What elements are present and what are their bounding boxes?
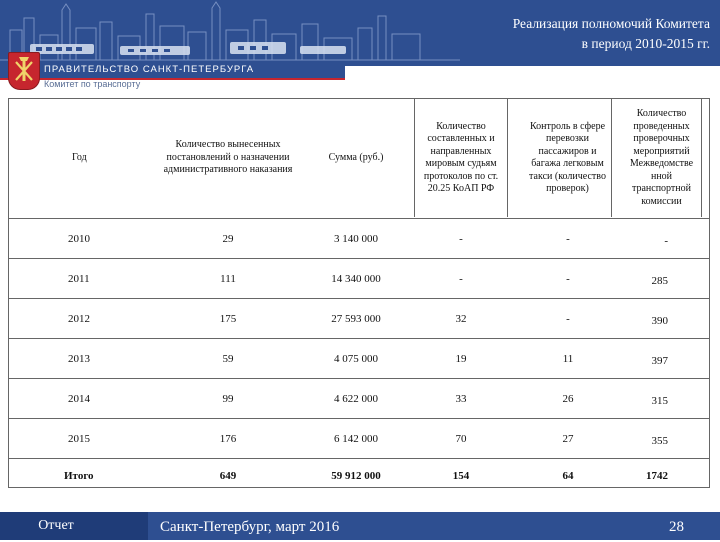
cell-year: 2015 <box>8 419 150 459</box>
cell-amount: 6 142 000 <box>306 419 406 459</box>
header-amount-text: Сумма (руб.) <box>328 151 384 163</box>
slide-title <box>380 14 710 54</box>
table-header-row <box>8 98 710 219</box>
slide-title-line2: в период 2010-2015 гг. <box>581 36 710 51</box>
cell-protocols: 33 <box>406 379 516 419</box>
cell-amount: 4 075 000 <box>306 339 406 379</box>
cell-year: 2014 <box>8 379 150 419</box>
cell-inspections: 315 <box>620 379 710 419</box>
footer-bar <box>0 512 720 540</box>
cell-inspections: 355 <box>620 419 710 459</box>
cell-year: 2013 <box>8 339 150 379</box>
report-table <box>8 98 710 493</box>
cell-total-amount: 59 912 000 <box>331 470 381 482</box>
cell-year: 2011 <box>8 259 150 299</box>
cell-protocols: - <box>406 219 516 259</box>
header-protocols <box>406 98 516 219</box>
cell-taxi: 26 <box>516 379 620 419</box>
cell-amount: 4 622 000 <box>306 379 406 419</box>
cell-total-taxi: 64 <box>562 470 574 482</box>
cell-taxi: 27 <box>516 419 620 459</box>
footer-report-label <box>0 512 148 540</box>
committee-label: Комитет по транспорту <box>44 79 141 89</box>
table-row <box>8 219 710 259</box>
coat-of-arms-icon <box>8 52 40 90</box>
cell-inspections: 285 <box>620 259 710 299</box>
cell-total-resolutions: 649 <box>219 470 237 482</box>
cell-resolutions: 111 <box>150 259 306 299</box>
cell-taxi: - <box>516 259 620 299</box>
cell-inspections: - <box>620 219 710 259</box>
cell-resolutions: 176 <box>150 419 306 459</box>
cell-amount: 27 593 000 <box>306 299 406 339</box>
header-protocols-text: Количество составленных и направленных мировым судьям протоколов по ст. 20.25 КоАП РФ <box>414 99 508 217</box>
footer-location-date: Санкт-Петербург, март 2016 <box>160 519 340 535</box>
cell-year: 2012 <box>8 299 150 339</box>
table-row <box>8 339 710 379</box>
cell-resolutions: 29 <box>150 219 306 259</box>
header-taxi <box>516 98 620 219</box>
cell-taxi: 11 <box>516 339 620 379</box>
cell-taxi: - <box>516 299 620 339</box>
cell-resolutions: 59 <box>150 339 306 379</box>
cell-resolutions: 175 <box>150 299 306 339</box>
table-row <box>8 299 710 339</box>
header-inspections <box>620 98 710 219</box>
cell-total-inspections: 1742 <box>646 470 668 482</box>
cell-inspections: 397 <box>620 339 710 379</box>
government-label: ПРАВИТЕЛЬСТВО САНКТ-ПЕТЕРБУРГА <box>44 64 255 75</box>
page-number: 28 <box>669 519 684 535</box>
header-resolutions-text: Количество вынесенных постановлений о назначении административного наказания <box>163 139 293 176</box>
slide-title-line1: Реализация полномочий Комитета <box>512 16 710 31</box>
header-resolutions <box>150 98 306 219</box>
cell-year: 2010 <box>8 219 150 259</box>
cell-protocols: 19 <box>406 339 516 379</box>
cell-amount: 3 140 000 <box>306 219 406 259</box>
cell-taxi: - <box>516 219 620 259</box>
header-inspections-text: Количество проведенных проверочных мероприятий Межведомстве нной транспортной комиссии <box>622 99 702 217</box>
cell-inspections: 390 <box>620 299 710 339</box>
cell-protocols: - <box>406 259 516 299</box>
table-row <box>8 419 710 459</box>
header-year: Год <box>8 98 150 219</box>
footer-report-text: Отчет <box>38 518 74 533</box>
table-total-row <box>8 459 710 494</box>
header-taxi-text: Контроль в сфере перевозки пассажиров и багажа легковым такси (количество проверок) <box>524 99 612 217</box>
header-amount <box>306 98 406 219</box>
cell-total-label: Итого <box>64 470 94 482</box>
header-banner <box>0 0 720 66</box>
cell-protocols: 32 <box>406 299 516 339</box>
cell-amount: 14 340 000 <box>306 259 406 299</box>
cell-total-protocols: 154 <box>452 470 470 482</box>
cell-resolutions: 99 <box>150 379 306 419</box>
cell-protocols: 70 <box>406 419 516 459</box>
table-row <box>8 379 710 419</box>
table-row <box>8 259 710 299</box>
